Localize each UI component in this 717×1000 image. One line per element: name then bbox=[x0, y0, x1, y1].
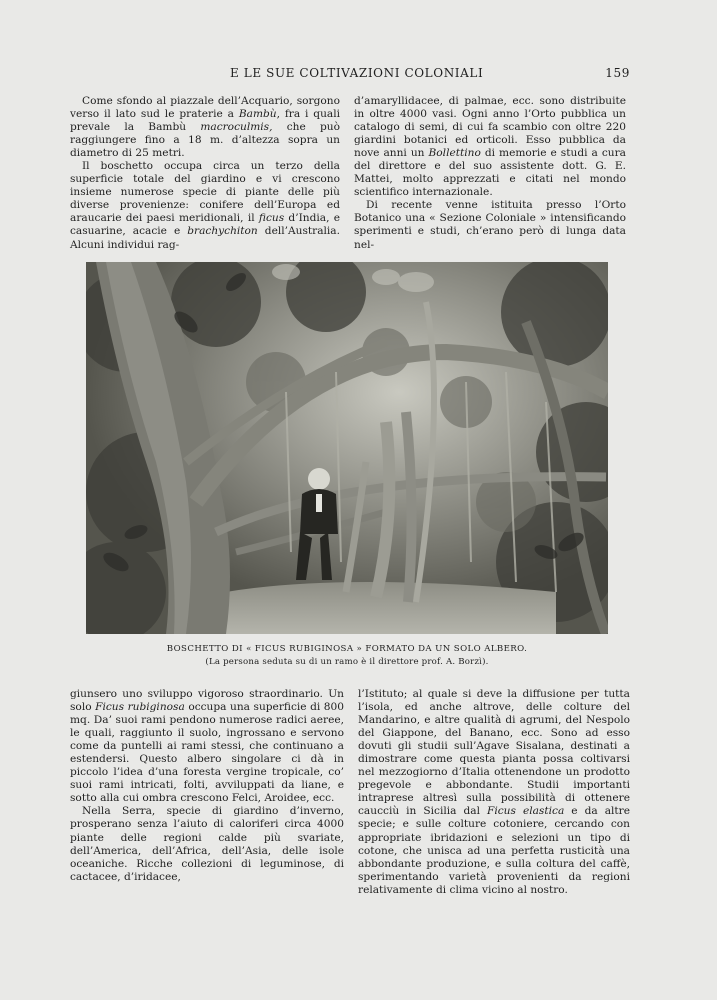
italic-term: Ficus elastica bbox=[487, 805, 565, 818]
column-top-left bbox=[70, 95, 340, 252]
running-title: E LE SUE COLTIVAZIONI COLONIALI bbox=[230, 66, 484, 80]
text-run: Di recente venne istituita presso l’Orto Botanico una « Sezione Coloniale » intensificando sperimenti e studi, ch’erano però di lunga data nel- bbox=[354, 199, 626, 251]
page-number: 159 bbox=[605, 66, 630, 80]
text-run: , fra i quali prevale la Bambù bbox=[70, 108, 341, 134]
caption-title: BOSCHETTO DI « FICUS RUBIGINOSA » FORMATO DA UN SOLO ALBERO. bbox=[166, 644, 528, 654]
text-run: d’India, e casuarine, acacie e bbox=[70, 212, 340, 238]
italic-term: Bollettino bbox=[428, 147, 481, 160]
column-top-right bbox=[354, 95, 626, 252]
text-run: occupa una superficie di 800 mq. Da’ suoi rami pendono numerose radici aeree, le quali, raggiunto il suolo, ingrossano e servono come da puntelli ai rami stessi, che continuano a estendersi. Questo albero singolare ci dà in piccolo l’idea d’una foresta vergine tropicale, co’ suoi rami intricati, folti, avviluppati da liane, e sotto alla cui ombra crescono Felci, Aroidee, ecc. bbox=[70, 701, 345, 805]
paragraph bbox=[358, 688, 630, 897]
text-run: e da altre specie; e sulle colture cotoniere, cercando con appropriate ibridazioni e selezioni un tipo di cotone, che unisca ad una perfetta rusticità una abbondante produzione, e sulla coltura del caffè, sperimentando varietà provenienti da regioni relativamente di clima vicino al nostro. bbox=[358, 805, 630, 896]
text-run: Nella Serra, specie di giardino d’inverno, prosperano senza l’aiuto di caloriferi circa 4000 piante delle regioni calde più svariate, dell’America, dell’Africa, dell’Asia, delle isole oceaniche. Ricche collezioni di leguminose, di cactacee, d’iridacee, bbox=[70, 805, 344, 883]
text-run: di memorie e studi a cura del direttore e del suo assistente dott. G. E. Mattei, molto apprezzati e citati nel mondo scientifico internazionale. bbox=[354, 147, 626, 199]
text-run: giunsero uno sviluppo vigoroso straordinario. Un solo bbox=[70, 688, 344, 714]
italic-term: brachychiton bbox=[187, 225, 258, 238]
italic-term: Ficus rubiginosa bbox=[95, 701, 185, 714]
text-run: Come sfondo al piazzale dell’Acquario, sorgono verso il lato sud le praterie a bbox=[70, 95, 340, 121]
italic-term: Bambù bbox=[238, 108, 277, 121]
text-run: Il boschetto occupa circa un terzo della superficie totale del giardino e vi crescono insieme numerose specie di piante delle più diverse provenienze: conifere dell’Europa ed araucarie dei paesi meridionali, il bbox=[70, 160, 340, 225]
paragraph bbox=[70, 688, 344, 805]
paragraph bbox=[354, 95, 626, 199]
column-bottom-left bbox=[70, 688, 344, 884]
column-bottom-right bbox=[358, 688, 630, 897]
text-run: d’amaryllidacee, di palmae, ecc. sono distribuite in oltre 4000 vasi. Ogni anno l’Orto pubblica un catalogo di semi, di cui fa scambio con oltre 220 giardini botanici ed orticoli. Esso pubblica da nove anni un bbox=[354, 95, 626, 160]
text-run: l’Istituto; al quale si deve la diffusione per tutta l’isola, ed anche altrove, delle colture del Mandarino, e altre qualità di agrumi, del Nespolo del Giappone, del Banano, ecc. Sono ad esso dovuti gli studii sull’Agave Sisalana, destinati a dimostrare come questa pianta possa coltivarsi nel mezzogiorno d’Italia ottenendone un prodotto pregevole e abbondante. Studii importanti intraprese altresì sulla possibilità di ottenere caucciù in Sicilia dal bbox=[358, 688, 630, 818]
figure-caption bbox=[86, 643, 608, 669]
caption-note: (La persona seduta su di un ramo è il direttore prof. A. Borzì). bbox=[205, 657, 489, 667]
photograph-ficus-grove bbox=[86, 262, 608, 634]
paragraph bbox=[70, 160, 340, 251]
paragraph bbox=[354, 199, 626, 251]
text-run: dell’Australia. Alcuni individui rag- bbox=[70, 225, 340, 251]
text-run: che può raggiungere fino a 18 m. d’altezza sopra un diametro di 25 metri. bbox=[70, 121, 340, 160]
paragraph bbox=[70, 805, 344, 883]
paragraph bbox=[70, 95, 340, 160]
photo-illustration bbox=[86, 262, 608, 634]
italic-term: macroculmis, bbox=[200, 121, 273, 134]
italic-term: ficus bbox=[258, 212, 285, 225]
